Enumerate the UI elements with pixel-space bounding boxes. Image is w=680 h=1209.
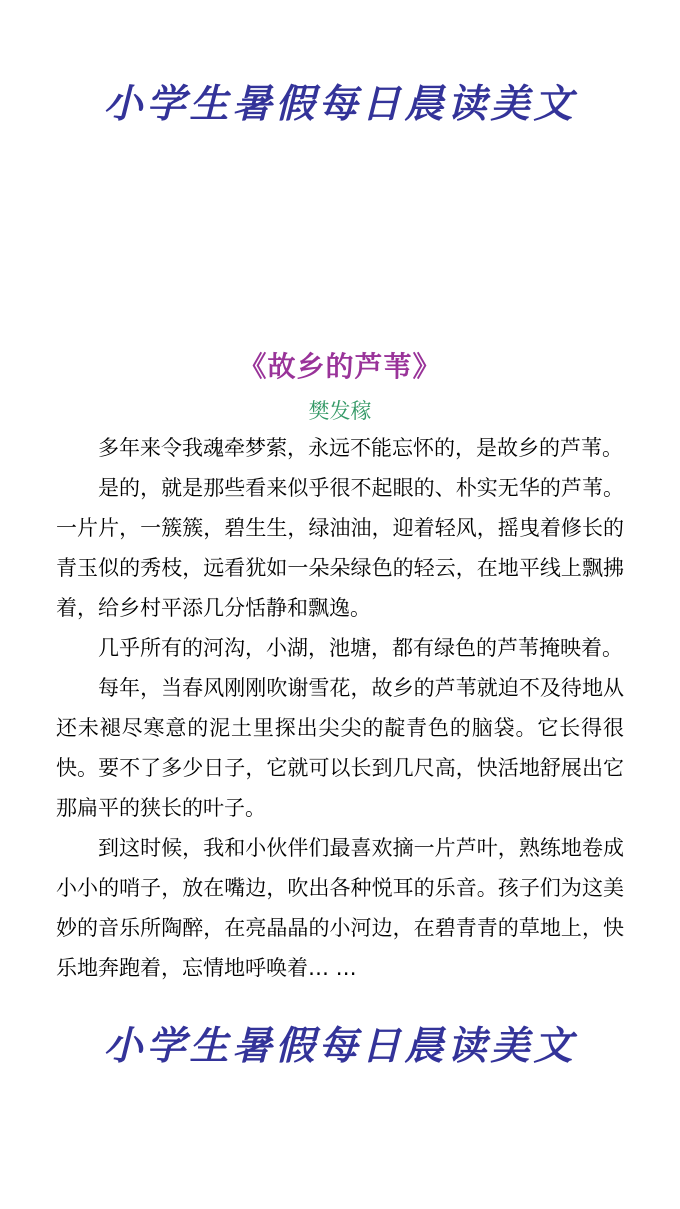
- paragraph: 多年来令我魂牵梦萦，永远不能忘怀的，是故乡的芦苇。: [98, 436, 623, 460]
- paragraph: 是的，就是那些看来似乎很不起眼的、朴实无华的芦苇。一片片，一簇簇，碧生生，绿油油，迎着轻风，摇曳着修长的青玉似的秀枝，远看犹如一朵朵绿色的轻云，在地平线上飘拂着，给乡村平添几分恬静和飘逸。: [56, 476, 624, 620]
- banner-title-top: 小学生暑假每日晨读美文: [103, 81, 577, 127]
- paragraph: 每年，当春风刚刚吹谢雪花，故乡的芦苇就迫不及待地从还未褪尽寒意的泥土里探出尖尖的靛青色的脑袋。它长得很快。要不了多少日子，它就可以长到几尺高，快活地舒展出它那扁平的狭长的叶子。: [56, 676, 624, 820]
- article-body: [0, 428, 680, 988]
- banner-title-bottom: 小学生暑假每日晨读美文: [103, 1023, 577, 1069]
- article-author: 樊发稼: [308, 399, 372, 423]
- paragraph: 几乎所有的河沟，小湖，池塘，都有绿色的芦苇掩映着。: [98, 636, 623, 660]
- article-title: 《故乡的芦苇》: [238, 350, 442, 383]
- paragraph: 到这时候，我和小伙伴们最喜欢摘一片芦叶，熟练地卷成小小的哨子，放在嘴边，吹出各种悦耳的乐音。孩子们为这美妙的音乐所陶醉，在亮晶晶的小河边，在碧青青的草地上，快乐地奔跑着，忘情地呼唤着… …: [56, 836, 624, 980]
